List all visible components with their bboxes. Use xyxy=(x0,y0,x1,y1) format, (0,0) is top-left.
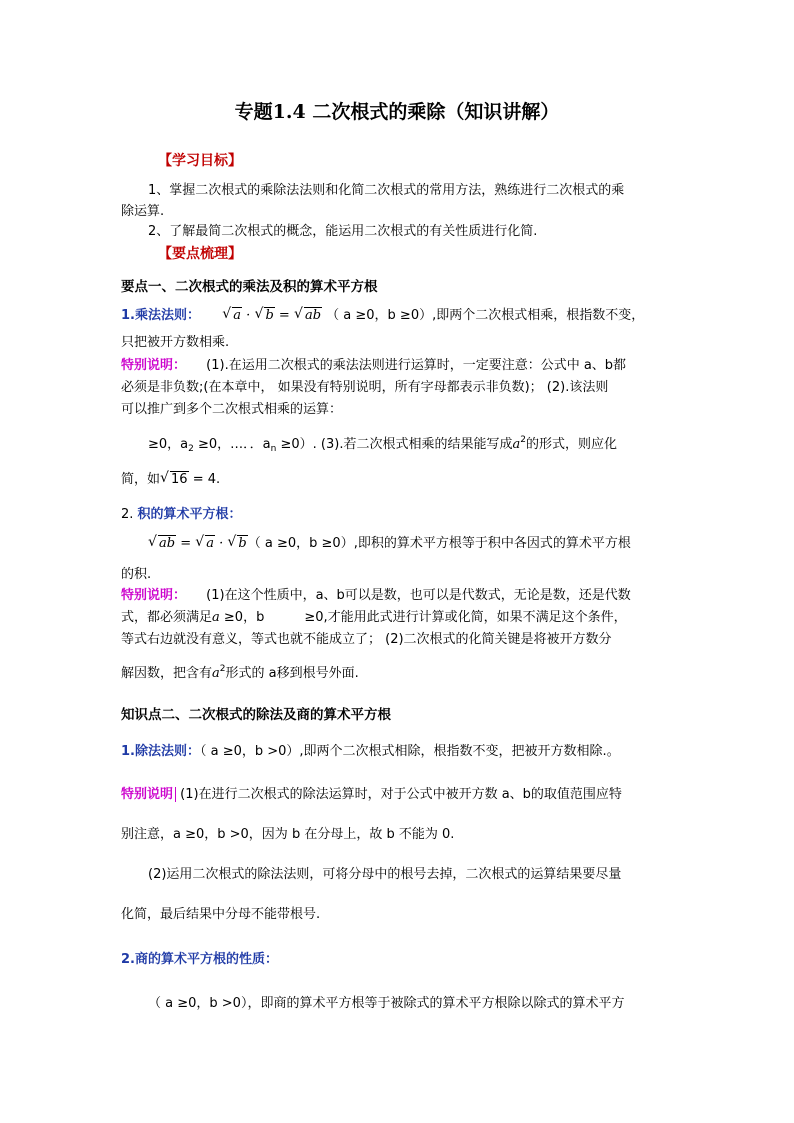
note3-line-2: 别注意，a ≥0，b >0，因为 b 在分母上，故 b 不能为 0. xyxy=(121,827,455,842)
multiplication-rule-line-2: 只把被开方数相乘. xyxy=(121,335,230,350)
note1-line-4: ≥0，$a_2 \ge 0$，…．．$a_n \ge 0$）. (3).若二次根式相乘的结果能写成$a^2$的形式，则应化 xyxy=(148,435,617,454)
goal-line-3: 2、了解最简二次根式的概念，能运用二次根式的有关性质进行化简. xyxy=(148,224,538,239)
note2-line-3: 等式右边就没有意义，等式也就不能成立了； (2)二次根式的化简关键是将被开方数分 xyxy=(121,632,612,647)
product-root-label-line: 2. 积的算术平方根： xyxy=(121,507,242,522)
note2-line-4: 解因数，把含有$a^2$形式的 a移到根号外面. xyxy=(121,664,359,681)
product-root-formula-line: √ ab = √ a · √ b（ a ≥0，b ≥0）,即积的算术平方根等于积中各因式的算术平方根 xyxy=(148,535,631,553)
product-root-formula: √ ab = √ a · √ b xyxy=(148,536,248,551)
goal-line-2: 除运算. xyxy=(121,204,165,219)
note1-line-1: 特别说明： (1).在运用二次根式的乘法法则进行运算时，一定要注意：公式中 a、b都 xyxy=(121,358,627,373)
multiplication-rule-label: 1.乘法法则： xyxy=(121,308,200,323)
note1-line-3: 可以推广到多个二次根式相乘的运算： xyxy=(121,402,343,417)
point1-heading: 要点一、二次根式的乘法及积的算术平方根 xyxy=(121,279,378,295)
quotient-root-line: （ a ≥0，b >0），即商的算术平方根等于被除式的算术平方根除以除式的算术平方 xyxy=(148,996,625,1011)
note2-line-1: 特别说明： (1)在这个性质中，a、b可以是数，也可以是代数式，无论是数，还是代数 xyxy=(121,588,631,603)
multiplication-formula: √ a · √ b = √ ab xyxy=(222,308,322,323)
outline-label: 【要点梳理】 xyxy=(158,246,242,262)
point2-heading: 知识点二、二次根式的除法及商的算术平方根 xyxy=(121,707,391,723)
note2-line-2: 式，都必须满足a ≥0，b ≥0,才能用此式进行计算或化简，如果不满足这个条件， xyxy=(121,610,627,625)
note1-line-2: 必须是非负数;(在本章中， 如果没有特别说明，所有字母都表示非负数)； (2).该法则 xyxy=(121,380,609,395)
product-root-label: 积的算术平方根： xyxy=(137,507,242,522)
note3-line-4: 化简，最后结果中分母不能带根号. xyxy=(121,907,321,922)
note3-line-1: 特别说明 (1)在进行二次根式的除法运算时，对于公式中被开方数 a、b的取值范围应特 xyxy=(121,787,622,802)
division-rule-label: 1.除法法则： xyxy=(121,744,200,759)
note3-label: 特别说明 xyxy=(121,787,176,802)
note1-line-5: 简，如√ 16 = 4. xyxy=(121,471,220,489)
product-root-line-2: 的积. xyxy=(121,567,152,582)
multiplication-rule-line xyxy=(121,307,644,325)
quotient-root-label: 2.商的算术平方根的性质： xyxy=(121,952,278,967)
learning-goals-label: 【学习目标】 xyxy=(158,153,242,169)
division-rule-line: 1.除法法则：（ a ≥0，b >0）,即两个二次根式相除，根指数不变，把被开方数相除.。 xyxy=(121,744,620,759)
note1-label: 特别说明： xyxy=(121,358,187,373)
note2-label: 特别说明： xyxy=(121,588,187,603)
note3-line-3: (2)运用二次根式的除法法则，可将分母中的根号去掉，二次根式的运算结果要尽量 xyxy=(148,867,622,882)
page-title: 专题1.4 二次根式的乘除（知识讲解） xyxy=(234,101,560,123)
goal-line-1: 1、掌握二次根式的乘除法法则和化简二次根式的常用方法，熟练进行二次根式的乘 xyxy=(148,183,625,198)
multiplication-condition: （ a ≥0，b ≥0）,即两个二次根式相乘，根指数不变， xyxy=(326,308,645,323)
